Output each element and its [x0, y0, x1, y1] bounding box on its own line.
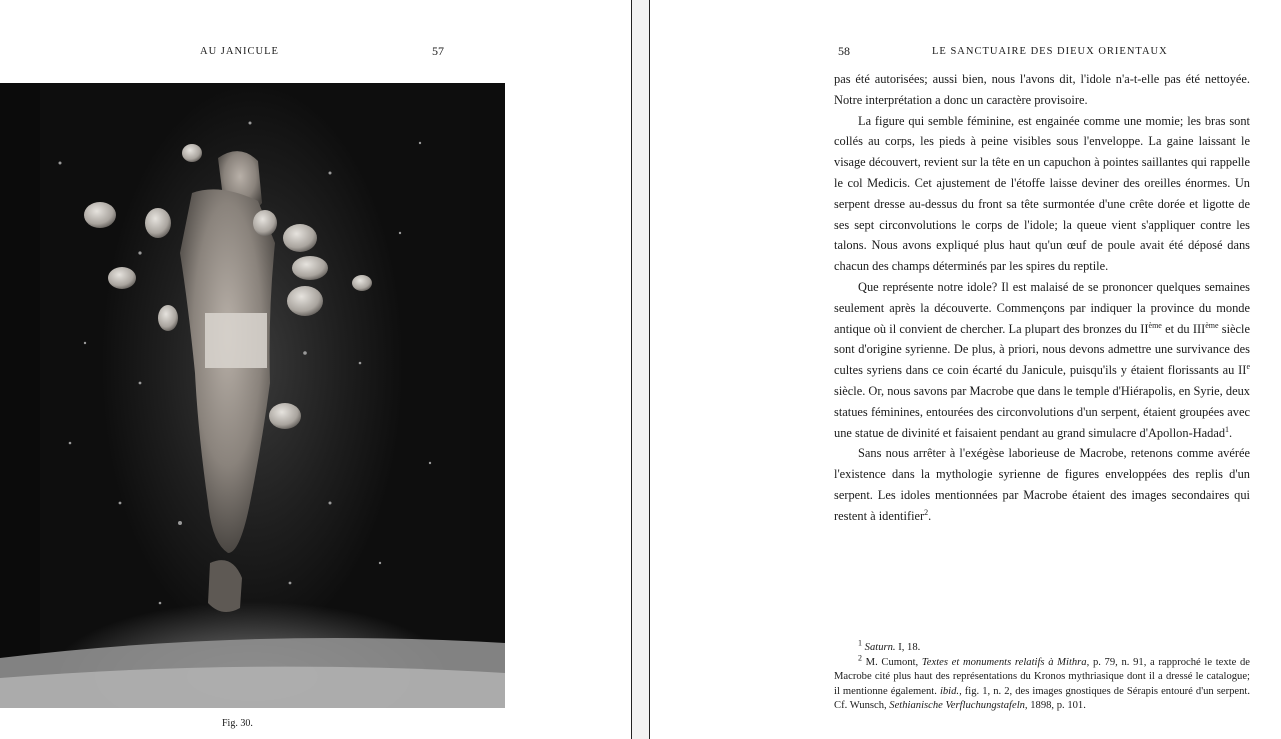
- footnote-2: [834, 653, 1250, 714]
- superscript-eme-1: ème: [1148, 320, 1162, 330]
- running-head-left: AU JANICULE: [200, 46, 279, 57]
- footnote-2-title-1: Textes et monuments relatifs à Mithra,: [921, 656, 1090, 668]
- paragraph-3-part-1: Que représente notre idole? Il est malaisé de se prononcer quelques semaines seulement après la découverte. Commençons par indiquer la province du monde antique où il convient de chercher. La plupart des bronzes du II: [834, 279, 1250, 336]
- footnote-1-italic: Saturn.: [864, 642, 896, 653]
- right-page: [650, 0, 1281, 739]
- figure-photo: [0, 83, 505, 708]
- paragraph-4-end: .: [928, 508, 932, 523]
- superscript-eme-2: ème: [1205, 320, 1219, 330]
- note-ref-1: 1: [1225, 424, 1230, 434]
- footnote-2-c: fig. 1, n. 2, des images gnostiques de Sérapis entouré d'un serpent. Cf. Wunsch,: [834, 685, 1250, 712]
- paragraph-2: La figure qui semble féminine, est engainée comme une momie; les bras sont collés au corps, les pieds à peine visibles sous l'enveloppe. La gaine laissant le visage découvert, revient sur la tête en un capuchon à pointes saillantes qui rappelle le col Medicis. Cet ajustement de l'étoffe laisse deviner des oreilles énormes. Un serpent dresse au-dessus du front sa tête surmontée d'une crête dorée et ligotte de ses sept circonvolutions le corps de l'idole; la queue vient s'appliquer contre les talons. Nous avons expliqué plus haut qu'un œuf de poule avait été déposé dans chacun des champs déterminés par les spires du reptile.: [834, 113, 1250, 274]
- footnote-1-number: 1: [858, 638, 862, 648]
- running-head-right: LE SANCTUAIRE DES DIEUX ORIENTAUX: [932, 46, 1168, 57]
- left-page: [0, 0, 631, 739]
- figure-caption: Fig. 30.: [222, 718, 253, 729]
- paragraph-1: pas été autorisées; aussi bien, nous l'avons dit, l'idole n'a-t-elle pas été nettoyée. Notre interprétation a donc un caractère provisoire.: [834, 72, 1250, 107]
- paragraph-4-text: Sans nous arrêter à l'exégèse laborieuse de Macrobe, retenons comme avérée l'existence dans la mythologie syrienne de figures enveloppées des replis d'un serpent. Les idoles mentionnées par Macrobe étaient des images secondaires qui restent à identifier: [834, 446, 1250, 523]
- footnote-2-d: 1898, p. 101.: [1027, 700, 1086, 712]
- page-number-right: 58: [838, 44, 850, 58]
- note-ref-2: 2: [924, 507, 929, 517]
- footnote-2-a: M. Cumont,: [862, 656, 922, 668]
- paragraph-3-part-3: siècle sont d'origine syrienne. De plus, à priori, nous devons admettre une survivance des cultes syriens dans ce coin écarté du Janicule, puisqu'ils y étaient florissants au II: [834, 321, 1250, 378]
- page-gutter: [631, 0, 650, 739]
- superscript-e: e: [1246, 362, 1250, 372]
- paragraph-4: [834, 443, 1250, 526]
- paragraph-3-part-4: siècle. Or, nous savons par Macrobe que dans le temple d'Hiérapolis, en Syrie, deux statues féminines, entourées des circonvolutions d'un serpent, étaient groupées avec une statue de divinité et faisaient pendant au grand simulacre d'Apollon-Hadad: [834, 383, 1250, 440]
- footnote-1-rest: I, 18.: [895, 642, 921, 653]
- footnote-2-number: 2: [858, 653, 862, 663]
- footnotes: [834, 638, 1250, 714]
- paragraph-3-end: .: [1229, 425, 1233, 440]
- body-text: [834, 69, 1250, 527]
- idol-photo-illustration: [0, 83, 505, 708]
- page-number-left: 57: [432, 44, 444, 58]
- paragraph-3: [834, 277, 1250, 443]
- footnote-2-title-2: Sethianische Verfluchungstafeln,: [889, 700, 1028, 712]
- footnote-1: [834, 638, 1250, 656]
- footnote-2-b: p. 79, n. 91, a rapproché le texte de Macrobe cité plus haut des représentations du Kronos mythriasique dont il a dressé le catalogue; il mentionne également.: [834, 656, 1250, 697]
- footnote-2-ibid: ibid.,: [939, 685, 962, 697]
- paragraph-3-part-2: et du III: [1161, 321, 1206, 336]
